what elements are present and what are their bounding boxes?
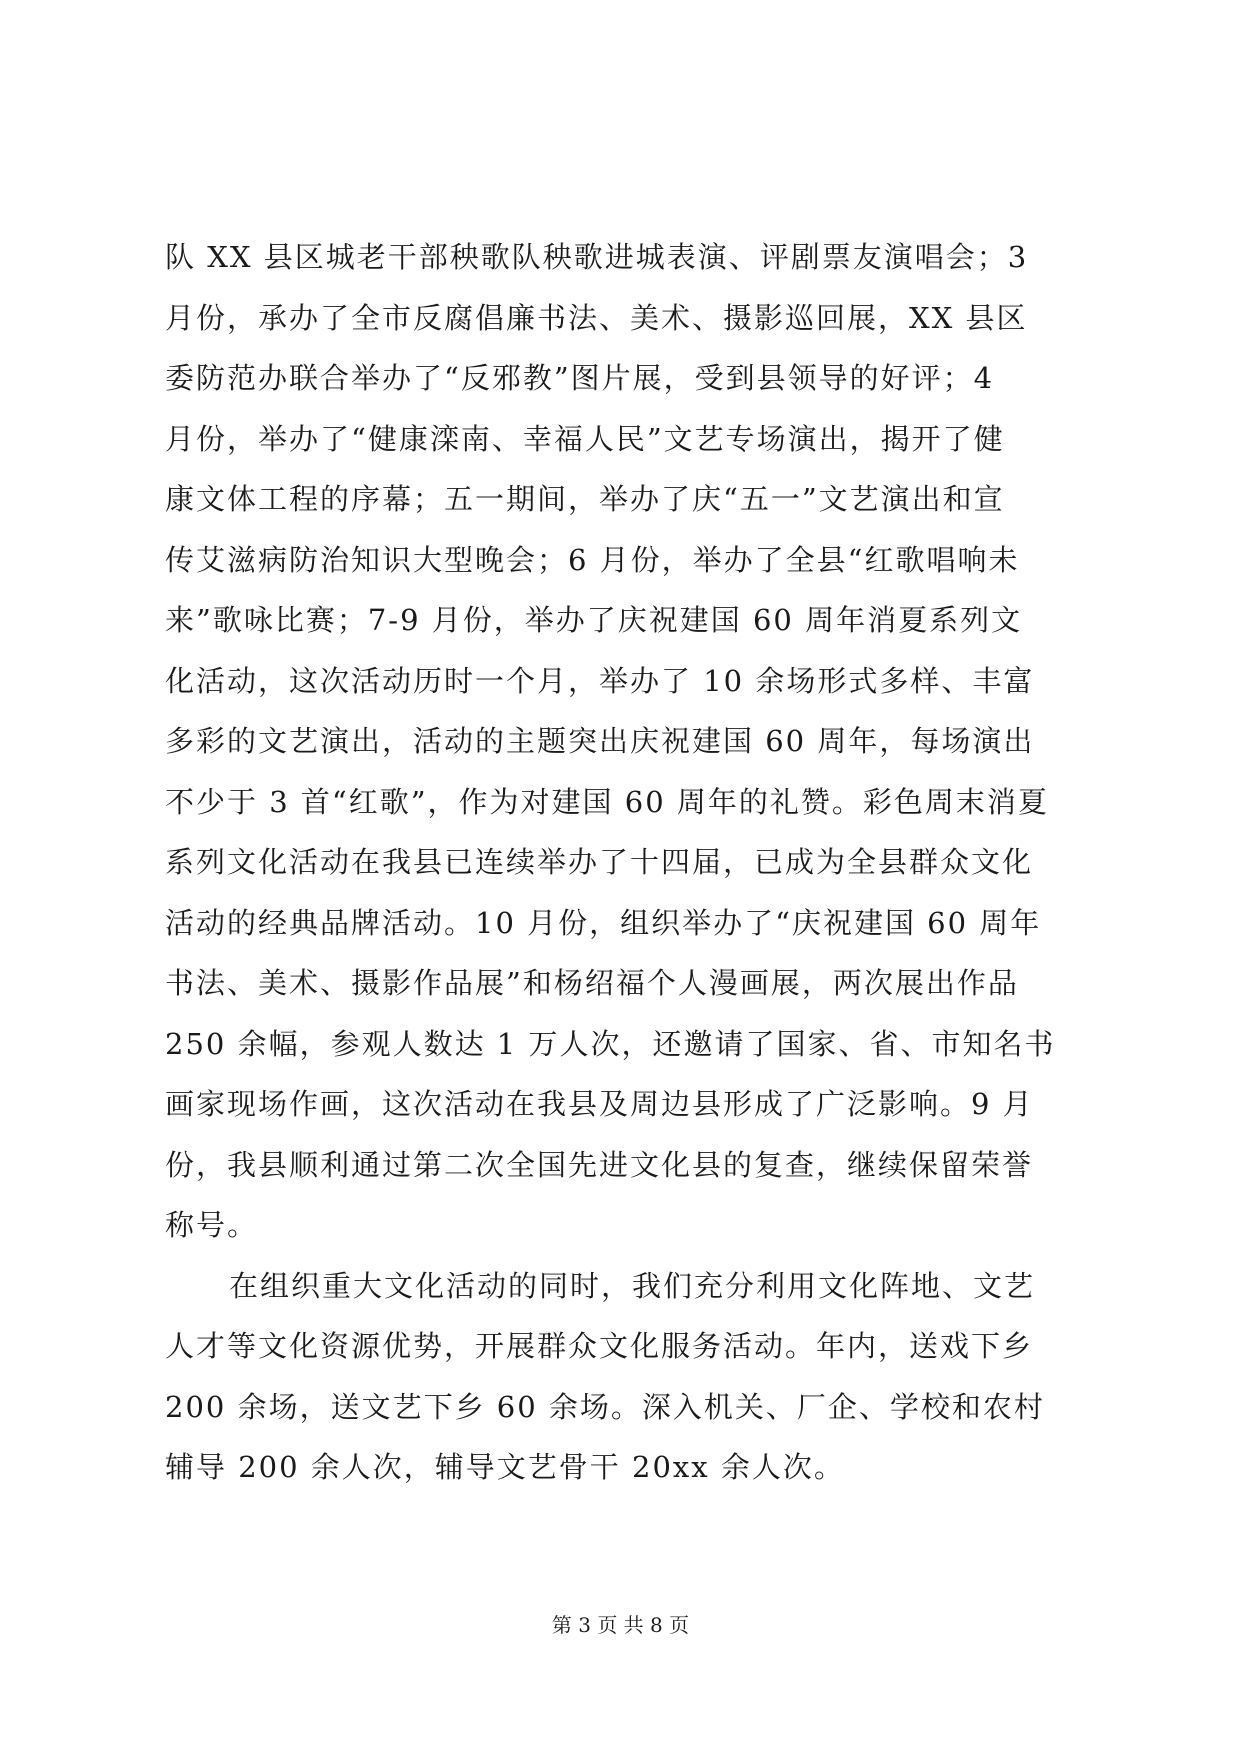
text-line: 传艾滋病防治知识大型晚会；6 月份，举办了全县“红歌唱响未 (165, 542, 1020, 577)
text-line: 队 XX 县区城老干部秧歌队秧歌进城表演、评剧票友演唱会；3 (165, 240, 1029, 274)
text-line: 康文体工程的序幕；五一期间，举办了庆“五一”文艺演出和宣 (165, 482, 1005, 516)
text-line: 活动的经典品牌活动。10 月份，组织举办了“庆祝建国 60 周年 (165, 905, 1042, 940)
page-number-label: 第 3 页 共 8 页 (551, 1613, 690, 1637)
text-line: 称号。 (165, 1208, 259, 1242)
text-line: 月份，承办了全市反腐倡廉书法、美术、摄影巡回展，XX 县区 (165, 300, 1028, 335)
text-line: 份，我县顺利通过第二次全国先进文化县的复查，继续保留荣誉 (165, 1147, 1034, 1182)
document-body (165, 227, 1070, 1498)
text-line: 多彩的文艺演出，活动的主题突出庆祝建国 60 周年，每场演出 (165, 724, 1035, 758)
text-line: 不少于 3 首“红歌”，作为对建国 60 周年的礼赞。彩色周末消夏 (165, 784, 1049, 819)
paragraph-2 (165, 1256, 1070, 1498)
text-line: 来”歌咏比赛；7-9 月份，举办了庆祝建国 60 周年消夏系列文 (165, 603, 1023, 637)
text-line: 在组织重大文化活动的同时，我们充分利用文化阵地、文艺 (229, 1268, 1036, 1303)
text-line: 250 余幅，参观人数达 1 万人次，还邀请了国家、省、市知名书 (165, 1026, 1056, 1061)
text-line: 委防范办联合举办了“反邪教”图片展，受到县领导的好评；4 (165, 361, 995, 395)
text-line: 书法、美术、摄影作品展”和杨绍福个人漫画展，两次展出作品 (165, 966, 1019, 1000)
text-line: 系列文化活动在我县已连续举办了十四届，已成为全县群众文化 (165, 845, 1034, 879)
page-footer (0, 1611, 1241, 1639)
text-line: 月份，举办了“健康滦南、幸福人民”文艺专场演出，揭开了健 (165, 421, 1005, 456)
paragraph-1 (165, 227, 1070, 1256)
text-line: 画家现场作画，这次活动在我县及周边县形成了广泛影响。9 月 (165, 1087, 1034, 1121)
text-line: 人才等文化资源优势，开展群众文化服务活动。年内，送戏下乡 (165, 1329, 1034, 1363)
text-line: 辅导 200 余人次，辅导文艺骨干 20xx 余人次。 (165, 1450, 845, 1484)
text-line: 化活动，这次活动历时一个月，举办了 10 余场形式多样、丰富 (165, 663, 1035, 698)
text-line: 200 余场，送文艺下乡 60 余场。深入机关、厂企、学校和农村 (165, 1389, 1045, 1424)
